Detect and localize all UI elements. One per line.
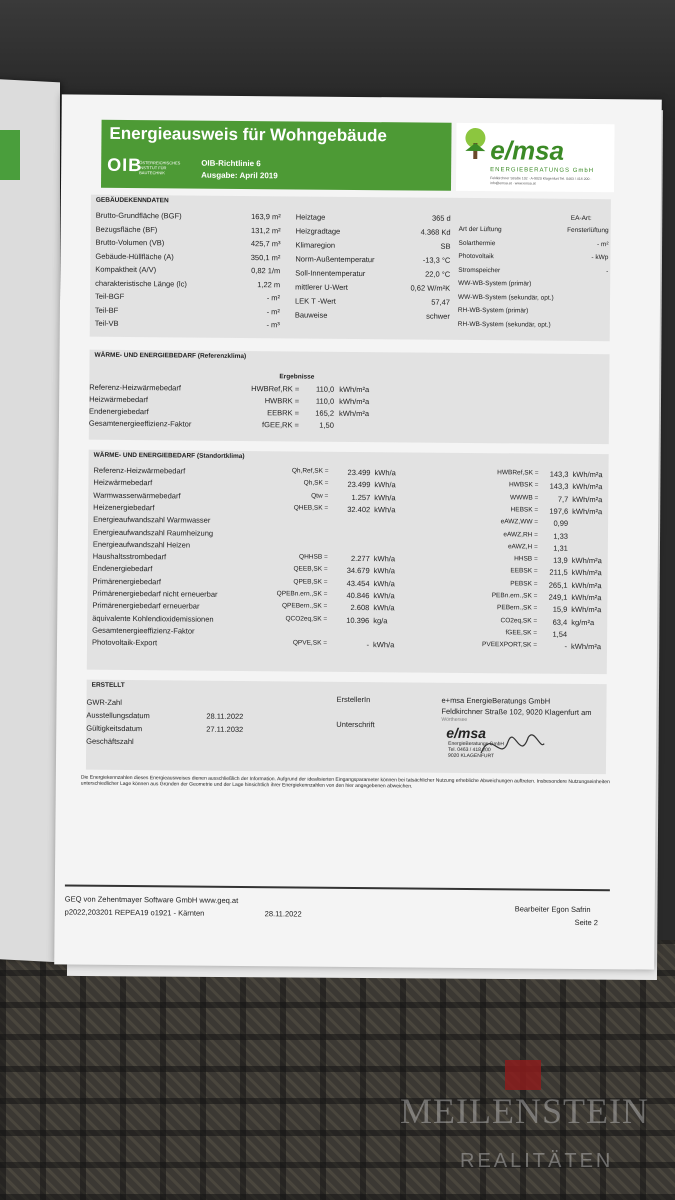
gebaeude-label: Teil-BGF	[95, 291, 125, 301]
standort-label: Endenergiebedarf	[92, 564, 153, 574]
stamp-line-3: 9020 KLAGENFURT	[448, 752, 495, 760]
section-title: WÄRME- UND ENERGIEBEDARF (Standortklima)	[93, 451, 245, 461]
standort-mid-value: 32.402	[347, 504, 371, 514]
standort-right-value: -	[564, 641, 568, 652]
standort-mid-symbol: QPVE,SK =	[292, 639, 328, 647]
standort-right-unit: kWh/m²a	[572, 506, 603, 517]
gebaeude-value: 425,7 m³	[250, 239, 281, 249]
footer-date: 28.11.2022	[264, 909, 302, 919]
standort-mid-value: 23.499	[347, 480, 371, 490]
standort-right-value: 143,3	[549, 469, 569, 479]
gebaeude-value: schwer	[426, 311, 450, 321]
standort-right-unit: kWh/m²a	[571, 555, 602, 566]
standort-mid-value: 10.396	[346, 615, 370, 625]
standort-mid-unit: kWh/a	[373, 603, 395, 613]
gebaeude-label: Brutto-Grundfläche (BGF)	[95, 210, 182, 221]
gebaeude-label: charakteristische Länge (lc)	[95, 278, 187, 288]
gebaeude-value: -	[606, 267, 609, 275]
gebaeude-value: 350,1 m²	[250, 252, 281, 262]
standort-mid-symbol: QHEB,SK =	[293, 504, 329, 512]
ersteller-address-cont: Wörthersee	[441, 716, 468, 723]
certificate-header	[101, 120, 452, 191]
gueltigkeitsdatum-value: 27.11.2032	[206, 724, 244, 735]
referenz-label: Referenz-Heizwärmebedarf	[89, 382, 181, 393]
standort-right-symbol: PVEEXPORT,SK =	[482, 641, 538, 649]
emsa-logo-box	[456, 123, 615, 192]
standort-mid-symbol: QEEB,SK =	[293, 565, 328, 574]
gebaeude-label: Bezugsfläche (BF)	[95, 224, 158, 234]
standort-right-unit: kg/m²a	[571, 617, 595, 627]
watermark-name: MEILENSTEIN	[400, 1091, 649, 1131]
adjacent-page-logo	[0, 130, 20, 180]
standort-mid-unit: kWh/a	[372, 640, 395, 650]
standort-right-unit: kWh/m²a	[572, 494, 603, 504]
gebaeude-label: RH-WB-System (primär)	[457, 306, 529, 315]
watermark-subtitle: REALITÄTEN	[460, 1150, 614, 1172]
standort-mid-symbol: QHHSB =	[299, 553, 328, 561]
gebaeude-label: Soll-Innentemperatur	[295, 268, 366, 279]
referenz-unit: kWh/m²a	[339, 396, 370, 407]
gebaeude-value: -13,3 °C	[422, 255, 451, 265]
gebaeude-value: Fensterlüftung	[567, 226, 609, 235]
gebaeude-label: mittlerer U-Wert	[295, 282, 348, 292]
oib-subtitle: ÖSTERREICHISCHES INSTITUT FÜR BAUTECHNIK	[139, 160, 181, 176]
standort-mid-unit: kWh/a	[373, 578, 395, 589]
gebaeude-label: Heizgradtage	[295, 226, 341, 236]
gebaeude-value: 4.368 Kd	[420, 227, 451, 237]
ersteller-label: ErstellerIn	[336, 694, 371, 705]
standort-right-value: 211,5	[549, 568, 568, 578]
standort-right-symbol: EEBSK =	[510, 567, 538, 575]
standort-label: Referenz-Heizwärmebedarf	[93, 465, 186, 476]
standort-right-unit: kWh/m²a	[571, 568, 602, 578]
referenz-value: 165,2	[315, 408, 335, 418]
referenz-unit: kWh/m²a	[338, 408, 370, 419]
oib-logo: OIB	[107, 154, 143, 176]
gebaeude-label: WW-WB-System (sekundär, opt.)	[458, 293, 554, 302]
referenz-symbol: HWBRK =	[264, 396, 300, 406]
gebaeude-label: Brutto-Volumen (VB)	[95, 237, 165, 248]
referenz-unit: kWh/m²a	[339, 384, 370, 395]
gebaeude-value: 0,62 W/m²K	[410, 283, 451, 293]
standort-right-symbol: PEBn.ern.,SK =	[491, 592, 538, 600]
ersteller-address: Feldkirchner Straße 102, 9020 Klagenfurt am	[441, 706, 592, 718]
erstellt-section	[86, 680, 607, 775]
footer-bearbeiter: Bearbeiter Egon Safrin	[514, 904, 591, 915]
standort-right-value: 1,33	[553, 531, 569, 541]
standort-mid-value: -	[366, 640, 370, 650]
gebaeude-label: Stromspeicher	[458, 266, 501, 274]
standort-right-unit: kWh/m²a	[572, 482, 603, 492]
standort-mid-unit: kWh/a	[374, 505, 396, 515]
standort-label: Primärenergiebedarf erneuerbar	[92, 600, 200, 611]
standort-right-symbol: PEBern.,SK =	[497, 604, 538, 612]
footer-page-number: Seite 2	[574, 917, 598, 928]
standort-mid-symbol: QPEB,SK =	[293, 578, 328, 586]
standort-right-value: 13,9	[553, 555, 568, 565]
gwr-label: GWR-Zahl	[86, 697, 122, 707]
standort-mid-unit: kWh/a	[374, 480, 396, 490]
watermark-logo-mark	[505, 1060, 541, 1090]
gebaeude-label: Kompaktheit (A/V)	[95, 264, 157, 275]
standort-right-symbol: PEBSK =	[510, 580, 538, 588]
gebaeude-label: Klimaregion	[295, 240, 336, 250]
gebaeude-value: - m²	[266, 306, 280, 316]
standort-mid-unit: kWh/a	[374, 492, 396, 502]
gebaeude-label: Teil-VB	[94, 318, 119, 328]
referenz-label: Endenergiebedarf	[89, 406, 149, 417]
standort-right-value: 63,4	[552, 617, 568, 627]
standort-mid-value: 2.608	[350, 603, 370, 613]
standort-mid-symbol: Qh,Ref,SK =	[291, 467, 329, 475]
gebaeude-label: Bauweise	[294, 310, 328, 320]
standort-mid-value: 43.454	[346, 578, 370, 588]
referenz-value: 110,0	[315, 396, 335, 406]
gebaeude-label: Norm-Außentemperatur	[295, 254, 375, 265]
referenz-label: Heizwärmebedarf	[89, 394, 148, 405]
standort-right-symbol: eAWZ,RH =	[503, 530, 539, 539]
standort-right-value: 143,3	[549, 481, 569, 492]
gebaeude-value: - kWp	[591, 254, 609, 262]
geschaeftszahl-label: Geschäftszahl	[86, 736, 134, 747]
gebaeude-value: - m²	[266, 293, 281, 303]
standort-label: Heizenergiebedarf	[93, 502, 155, 513]
gebaeude-value: 131,2 m²	[250, 225, 281, 235]
standort-mid-symbol: Qtw =	[311, 492, 329, 500]
standort-right-value: 0,99	[553, 518, 569, 529]
gebaeude-value: 163,9 m²	[251, 212, 281, 222]
referenz-value: 1,50	[319, 420, 334, 430]
standort-right-value: 265,1	[548, 580, 568, 590]
disclaimer-text: Die Energiekennzahlen dieses Energieausweises dienen ausschließlich der Information. Aufgrund der idealisierten Eingangsparameter können bei tatsächlicher Nutzung erhebliche Abweichungen auftreten. Insbesondere Nutzungseinheiten unterschiedlicher Lage können aus Gründen der Geometrie und der Lage hinsichtlich ihrer Energiekennzahlen von den hier angegebenen abweichen.	[80, 774, 610, 790]
standort-right-symbol: eAWZ,WW =	[500, 518, 539, 526]
standort-right-symbol: eAWZ,H =	[507, 543, 538, 551]
standort-label: Energieaufwandszahl Warmwasser	[93, 514, 211, 525]
standort-mid-unit: kWh/a	[373, 591, 395, 601]
standort-label: Haushaltsstrombedarf	[92, 551, 167, 562]
gebaeude-value: 22,0 °C	[425, 269, 451, 279]
standort-label: Photovoltaik-Export	[91, 637, 158, 648]
standort-right-unit: kWh/m²a	[571, 592, 602, 603]
standort-right-symbol: HWBRef,SK =	[497, 469, 539, 477]
gebaeude-label: LEK T -Wert	[294, 296, 336, 306]
standort-right-symbol: WWWB =	[509, 493, 539, 502]
emsa-logo-text: e/msa	[490, 135, 565, 166]
richtlinie-label: OIB-Richtlinie 6	[201, 158, 261, 169]
section-title: ERSTELLT	[91, 681, 125, 689]
gebaeude-label: Teil-BF	[94, 305, 119, 315]
ergebnisse-label: Ergebnisse	[279, 373, 315, 381]
standort-right-symbol: HEBSK =	[510, 506, 539, 514]
referenz-symbol: fGEE,RK =	[262, 420, 299, 430]
gebaeude-label: Photovoltaik	[458, 252, 494, 261]
ersteller-name: e+msa EnergieBeratungs GmbH	[441, 695, 551, 706]
standort-mid-unit: kWh/a	[373, 554, 396, 564]
ausgabe-label: Ausgabe: April 2019	[201, 170, 278, 181]
standort-right-unit: kWh/m²a	[570, 642, 602, 652]
gebaeude-label: WW-WB-System (primär)	[458, 279, 532, 288]
standort-mid-value: 34.679	[346, 566, 370, 576]
standort-mid-symbol: QPEBern.,SK =	[281, 602, 328, 611]
ea-art-label: EA-Art:	[570, 214, 592, 223]
referenzklima-section	[89, 350, 610, 445]
standort-right-symbol: CO2eq,SK =	[500, 616, 538, 625]
emsa-address: Feldkirchner Straße 102 · A-9020 Klagenfurt Tel. 0463 / 418 200 · info@emsa.at · www.emsa.at	[490, 176, 592, 186]
gebaeude-value: 0,82 1/m	[251, 266, 281, 276]
stamp-line-2: Tel. 0463 / 418 200	[448, 746, 491, 754]
footer-software: GEQ von Zehentmayer Software GmbH www.geq.at	[64, 894, 239, 905]
gebaeude-label: Heiztage	[295, 212, 326, 222]
standort-right-value: 7,7	[557, 494, 569, 504]
referenz-label: Gesamtenergieeffizienz-Faktor	[88, 418, 192, 429]
standortklima-section	[87, 450, 609, 675]
gebaeude-label: Solarthermie	[458, 239, 496, 247]
ausstellungsdatum-label: Ausstellungsdatum	[86, 710, 150, 721]
standort-right-symbol: HHSB =	[514, 555, 538, 563]
standort-label: Energieaufwandszahl Heizen	[92, 539, 191, 550]
standort-label: Gesamtenergieeffizienz-Faktor	[92, 625, 195, 636]
emsa-subtitle: ENERGIEBERATUNGS GmbH	[490, 167, 595, 175]
section-title: GEBÄUDEKENNDATEN	[95, 196, 169, 205]
handwritten-signature	[476, 723, 546, 769]
energy-certificate-page	[54, 94, 662, 969]
stamp-logo: e/msa	[446, 724, 487, 742]
referenz-symbol: EEBRK =	[267, 408, 300, 418]
gebaeudekenndaten-section	[90, 195, 611, 342]
section-title: WÄRME- UND ENERGIEBEDARF (Referenzklima)	[94, 351, 247, 361]
gebaeude-value: - m²	[596, 240, 609, 248]
standort-right-value: 1,31	[553, 543, 568, 553]
gebaeude-label: RH-WB-System (sekundär, opt.)	[457, 320, 551, 329]
ausstellungsdatum-value: 28.11.2022	[206, 711, 244, 722]
standort-right-value: 1,54	[552, 629, 568, 639]
standort-right-value: 249,1	[548, 592, 568, 602]
standort-label: Heizwärmebedarf	[93, 477, 153, 488]
tree-house-icon	[460, 127, 490, 161]
stamp-line-1: EnergieBeratungs GmbH	[448, 740, 505, 748]
footer-project: p2022,203201 REPEA19 o1921 - Kärnten	[64, 907, 205, 918]
standort-mid-symbol: QCO2eq,SK =	[285, 614, 328, 623]
unterschrift-label: Unterschrift	[336, 719, 375, 730]
standort-mid-value: 23.499	[347, 467, 371, 478]
standort-mid-unit: kWh/a	[374, 468, 396, 478]
gueltigkeitsdatum-label: Gültigkeitsdatum	[86, 723, 143, 734]
standort-right-unit: kWh/m²a	[571, 580, 602, 590]
standort-mid-unit: kWh/a	[373, 566, 395, 576]
gebaeude-value: 57,47	[431, 297, 451, 307]
referenz-symbol: HWBRef,RK =	[251, 384, 300, 394]
standort-mid-value: 2.277	[350, 554, 370, 564]
standort-label: Primärenergiebedarf nicht erneuerbar	[92, 588, 218, 599]
standort-mid-value: 1.257	[351, 492, 371, 502]
gebaeude-label: Gebäude-Hüllfläche (A)	[95, 251, 174, 261]
referenz-value: 110,0	[315, 384, 335, 394]
standort-mid-unit: kg/a	[373, 615, 388, 625]
standort-label: äquivalente Kohlendioxidemissionen	[92, 613, 214, 624]
standort-right-symbol: fGEE,SK =	[505, 629, 538, 637]
standort-mid-symbol: Qh,SK =	[303, 479, 329, 488]
standort-mid-symbol: QPEBn.ern.,SK =	[276, 590, 328, 598]
gebaeude-value: 365 d	[431, 213, 451, 223]
standort-right-value: 15,9	[552, 604, 568, 615]
adjacent-document-page	[0, 78, 60, 963]
gebaeude-value: - m³	[266, 320, 280, 330]
gebaeude-label: Art der Lüftung	[458, 225, 502, 234]
standort-right-symbol: HWBSK =	[508, 481, 539, 489]
certificate-title: Energieausweis für Wohngebäude	[109, 123, 387, 146]
gebaeude-value: SB	[440, 241, 451, 251]
standort-label: Warmwasserwärmebedarf	[93, 490, 181, 501]
gebaeude-value: 1,22 m	[257, 279, 281, 289]
meilenstein-watermark	[400, 1060, 650, 1180]
standort-label: Energieaufwandszahl Raumheizung	[92, 527, 214, 538]
footer-divider	[65, 884, 610, 891]
standort-label: Primärenergiebedarf	[92, 576, 161, 586]
standort-right-unit: kWh/m²a	[572, 469, 603, 480]
standort-right-value: 197,6	[549, 506, 569, 516]
standort-right-unit: kWh/m²a	[571, 605, 602, 615]
standort-mid-value: 40.846	[346, 590, 370, 601]
